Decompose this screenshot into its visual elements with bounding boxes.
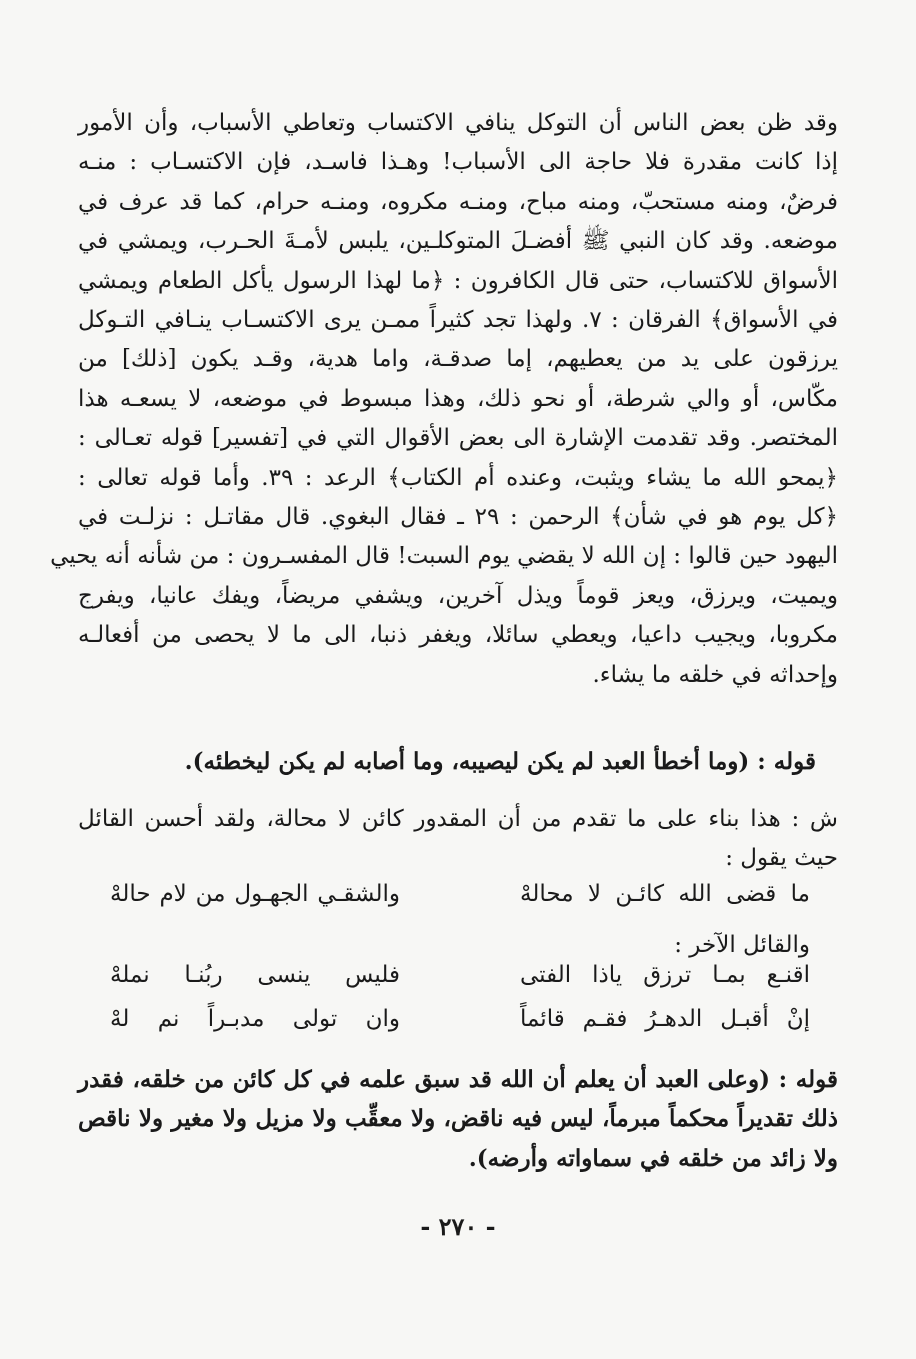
text-line: مكروبا، ويجيب داعيا، ويعطي سائلا، ويغفر ذنبا، الى ما لا يحصى من أفعالـه bbox=[78, 622, 838, 649]
text-line: ويميت، ويرزق، ويعز قوماً ويذل آخرين، ويشفي مريضاً، ويفك عانيا، ويفرج bbox=[78, 582, 838, 609]
text-line: المختصر. وقد تقدمت الإشارة الى بعض الأقوال التي في [تفسير] قوله تعـالى : bbox=[78, 425, 838, 452]
text-line: مكّاس، أو والي شرطة، أو نحو ذلك، وهذا مبسوط في موضعه، لا يسعـه هذا bbox=[78, 385, 838, 412]
text-line: حيث يقول : bbox=[725, 845, 838, 872]
text-line: في الأسواق﴾ الفرقان : ٧. ولهذا تجد كثيراً ممـن يرى الاكتسـاب ينـافي التـوكل bbox=[78, 307, 838, 334]
verse-second-hemistich: والشقـي الجهـول من لام حالهْ bbox=[110, 881, 400, 907]
verse-first-hemistich: اقنـع بمـا ترزق ياذا الفتى bbox=[520, 962, 810, 988]
text-line: فرضٌ، ومنه مستحبّ، ومنه مباح، ومنـه مكروه، ومنـه حرام، كما قد عرف في bbox=[78, 188, 838, 215]
text-line: ذلك تقديراً محكماً مبرماً، ليس فيه ناقض، ولا معقِّب ولا مزيل ولا مغير ولا ناقص bbox=[78, 1105, 838, 1133]
poet-intro: والقائل الآخر : bbox=[674, 932, 810, 958]
poetry-verse bbox=[110, 1006, 810, 1046]
text-line: موضعه. وقد كان النبي ﷺ أفضـلَ المتوكلـين، يلبس لأمـةَ الحـرب، ويمشي في bbox=[78, 228, 838, 255]
text-line: يرزقون على يد من يعطيهم، إما صدقـة، واما هدية، وقـد يكون [ذلك] من bbox=[78, 346, 838, 373]
text-line: وقد ظن بعض الناس أن التوكل ينافي الاكتساب وتعاطي الأسباب، وأن الأمور bbox=[78, 110, 838, 136]
text-line: قوله : (وعلى العبد أن يعلم أن الله قد سبق علمه في كل كائن من خلقه، فقدر bbox=[78, 1066, 838, 1093]
poetry-verse bbox=[110, 962, 810, 1002]
matn-quote-1 bbox=[76, 742, 816, 781]
verse-second-hemistich: وان تولى مدبـراً نم لهْ bbox=[110, 1006, 400, 1032]
text-line: ﴿يمحو الله ما يشاء ويثبت، وعنده أم الكتاب﴾ الرعد : ٣٩. وأما قوله تعالى : bbox=[78, 464, 838, 491]
verse-first-hemistich: ما قضى الله كائـن لا محالهْ bbox=[520, 881, 810, 907]
text-line: قوله : (وما أخطأ العبد لم يكن ليصيبه، وما أصابه لم يكن ليخطئه). bbox=[184, 748, 816, 775]
text-line: الأسواق للاكتساب، حتى قال الكافرون : ﴿ما لهذا الرسول يأكل الطعام ويمشي bbox=[78, 267, 838, 294]
text-line: اليهود حين قالوا : إن الله لا يقضي يوم السبت! قال المفسـرون : من شأنه أنه يحيي bbox=[50, 543, 838, 570]
text-line: وإحداثه في خلقه ما يشاء. bbox=[592, 661, 838, 688]
verse-second-hemistich: فليس ينسى ربُنـا نملهْ bbox=[110, 962, 400, 988]
text-line: إذا كانت مقدرة فلا حاجة الى الأسباب! وهـذا فاسـد، فإن الاكتسـاب : منـه bbox=[78, 149, 838, 176]
text-line: ش : هذا بناء على ما تقدم من أن المقدور كائن لا محالة، ولقد أحسن القائل bbox=[78, 806, 838, 832]
commentary-paragraph bbox=[78, 800, 838, 879]
matn-quote-2 bbox=[78, 1060, 838, 1178]
text-line: ﴿كل يوم هو في شأن﴾ الرحمن : ٢٩ ـ فقال البغوي. قال مقاتـل : نزلـت في bbox=[78, 504, 838, 531]
main-paragraph bbox=[50, 104, 838, 695]
text-line: ولا زائد من خلقه في سماواته وأرضه). bbox=[468, 1144, 838, 1172]
page-number: - ٢٧٠ - bbox=[420, 1212, 496, 1241]
poetry-verse bbox=[110, 881, 810, 921]
verse-first-hemistich: إنْ أقبـل الدهـرُ فقـم قائماً bbox=[520, 1006, 810, 1032]
